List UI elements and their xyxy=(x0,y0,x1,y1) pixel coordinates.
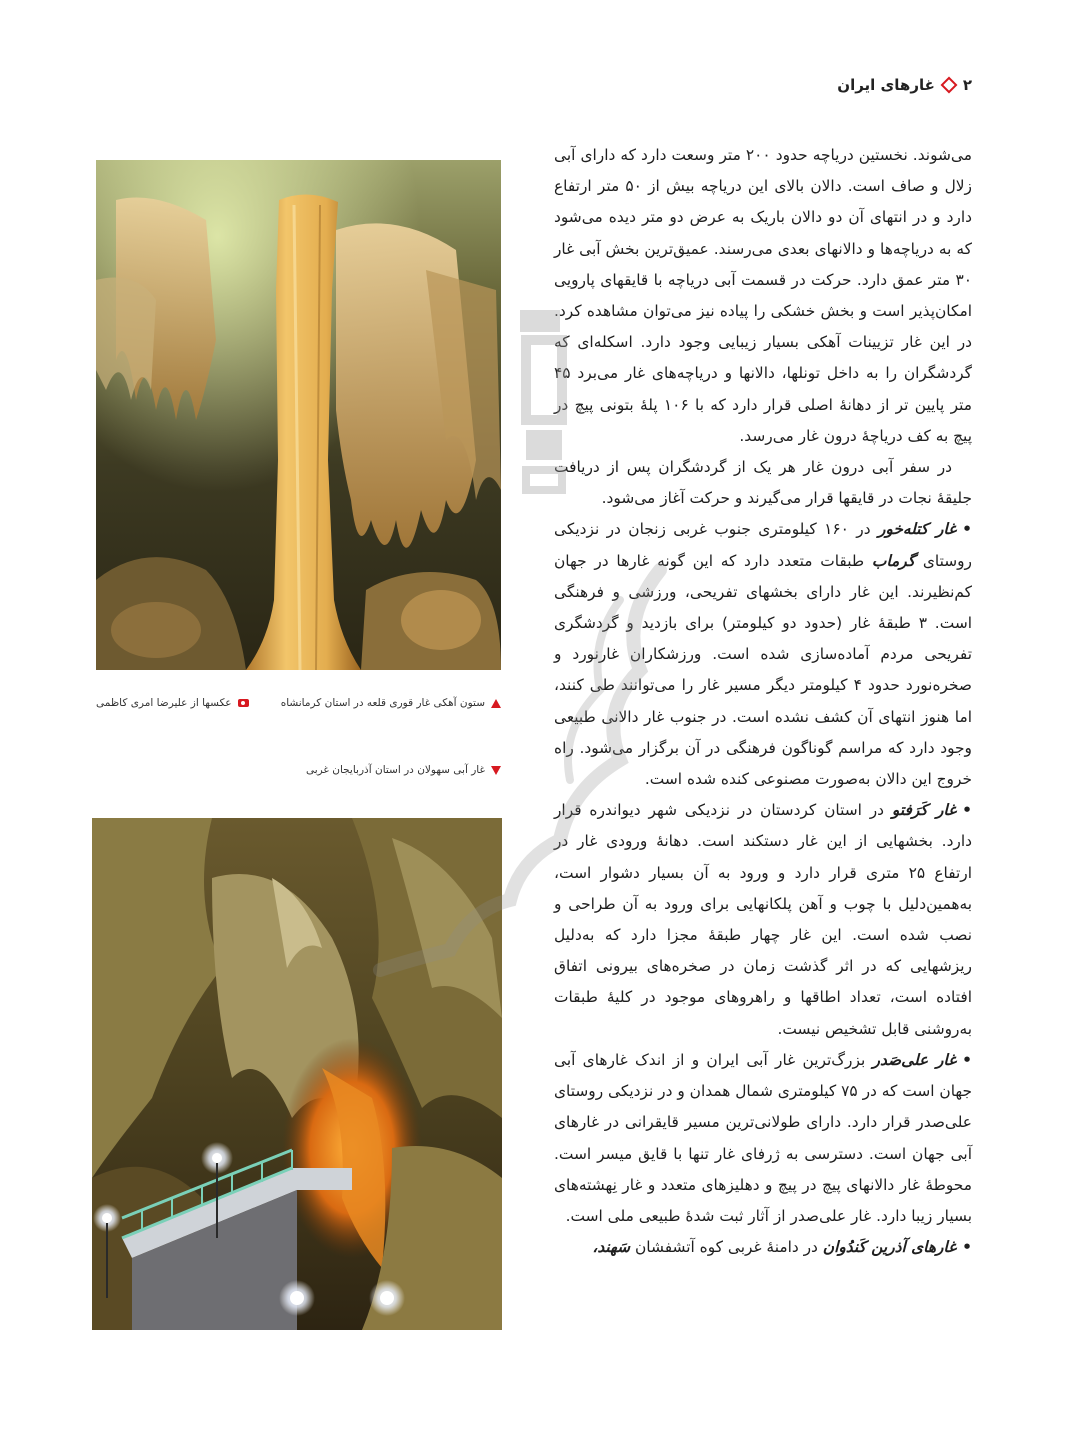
diamond-icon xyxy=(940,77,957,94)
triangle-up-icon xyxy=(491,699,501,708)
bullet-icon: • xyxy=(962,801,972,820)
bullet-icon: • xyxy=(962,1238,972,1257)
cave-name: غارهای آذرین کَندُوان xyxy=(822,1238,957,1257)
bullet-icon: • xyxy=(962,1050,972,1069)
photo-credit xyxy=(96,697,249,709)
limestone-column-photo xyxy=(96,160,501,670)
paragraph-text: بزرگ‌ترین غار آبی ایران و از اندک غارهای آبی جهان است که در ۷۵ کیلومتری شمال همدان و در نزدیکی روستای علی‌صدر قرار دارد. دارای طولانی‌ترین مسیر قایقرانی در غارهای آبی جهان است. دسترسی به ژرفای غار تنها با قایق میسر است. محوطهٔ غار دالانهای پیچ در پیچ و دهلیزهای متعدد و غار نِهشته‌های بسیار زیبا دارد. غار علی‌صدر از آثار ثبت شدهٔ طبیعی ملی است. xyxy=(554,1050,972,1225)
bullet-paragraph xyxy=(554,1045,972,1232)
page-header xyxy=(837,76,972,94)
cave-name: غار علی‌صَدر xyxy=(872,1050,957,1069)
paragraph-text: در ۱۶۰ کیلومتری جنوب غربی زنجان در نزدیکی روستای xyxy=(554,520,972,570)
top-photo-caption xyxy=(281,697,501,709)
cave-name: غار کَرَفتو xyxy=(891,801,957,820)
water-cave-photo xyxy=(92,818,502,1330)
bottom-photo-caption xyxy=(306,764,501,776)
caption-text: ستون آهکی غار قوری قلعه در استان کرمانشاه xyxy=(280,697,485,709)
bullet-paragraph xyxy=(554,795,972,1045)
paragraph: در سفر آبی درون غار هر یک از گردشگران پس از دریافت جلیقهٔ نجات در قایقها قرار می‌گیرند و حرکت آغاز می‌شود. xyxy=(554,458,972,508)
paragraph-text: در استان کردستان در نزدیکی شهر دیواندره قرار دارد. بخشهایی از این غار دستکند است. دهانهٔ ورودی غار در ارتفاع ۲۵ متری قرار دارد و ورود به آن بسیار دشوار است، به‌همین‌دلیل با چوب و آهن پلکانهایی برای ورود به آن طراحی و نصب شده است. این غار چهار طبقهٔ مجزا دارد که به‌دلیل ریزشهایی که در اثر گذشت زمان در صخره‌های بیرونی اتفاق افتاده است، تعداد اطاقها و راهروهای موجود در کلیهٔ طبقات به‌روشنی قابل تشخیص نیست. xyxy=(554,801,972,1038)
page-number: ۲ xyxy=(962,76,972,94)
bullet-paragraph xyxy=(554,1232,972,1263)
paragraph-text: در دامنهٔ غربی کوه آتشفشان xyxy=(630,1238,823,1257)
triangle-down-icon xyxy=(491,766,501,775)
caption-text: غار آبی سهولان در استان آذربایجان غربی xyxy=(305,764,485,776)
bullet-paragraph xyxy=(554,514,972,795)
bullet-icon: • xyxy=(962,520,973,539)
paragraph-text: طبقات متعدد دارد که این گونه غارها در جهان کم‌نظیرند. این غار دارای بخشهای تفریحی، ورزشی و فرهنگی است. ۳ طبقهٔ غار (حدود دو کیلومتر) برای بازدید و گردشگری تفریحی مردم آماده‌سازی شده است. ورزشکاران غارنورد و صخره‌نورد حدود ۴ کیلومتر دیگر مسیر غار را می‌توانند طی کنند، اما هنوز انتهای آن کشف نشده است. در جنوب غار دالانی طبیعی وجود دارد که مراسم گوناگون فرهنگی در آن برگزار می‌شود. راه خروج این دالان به‌صورت مصنوعی کنده شده است. xyxy=(554,551,972,789)
village-name: گرماب xyxy=(871,551,916,570)
cave-name: غار کتله‌خور xyxy=(877,520,957,539)
body-text xyxy=(554,140,972,1263)
chapter-title: غارهای ایران xyxy=(837,76,935,94)
camera-icon xyxy=(238,699,249,707)
paragraph: می‌شوند. نخستین دریاچه حدود ۲۰۰ متر وسعت دارد که دارای آبی زلال و صاف است. دالان بالای این دریاچه بیش از ۵۰ متر ارتفاع دارد و در انتهای آن دو دالان باریک به عرض دو متر دیده می‌شود که به دریاچه‌ها و دالانهای بعدی می‌رسند. عمیق‌ترین بخش آبی غار ۳۰ متر عمق دارد. حرکت در قسمت آبی دریاچه با قایقهای پارویی امکان‌پذیر است و بخش خشکی را پیاده نیز می‌توان مشاهده کرد. در این غار تزیینات آهکی بسیار زیبایی وجود دارد. اسکله‌ای که گردشگران را به داخل تونلها، دالانها و دریاچه‌های غار می‌برد ۴۵ متر پایین تر از دهانهٔ اصلی قرار دارد که با ۱۰۶ پلهٔ بتونی پیچ در پیچ به کف دریاچهٔ درون غار می‌رسد. xyxy=(554,146,973,445)
credit-text: عکسها از علیرضا امری کاظمی xyxy=(96,697,232,709)
mountain-name: سَهند، xyxy=(592,1238,631,1257)
